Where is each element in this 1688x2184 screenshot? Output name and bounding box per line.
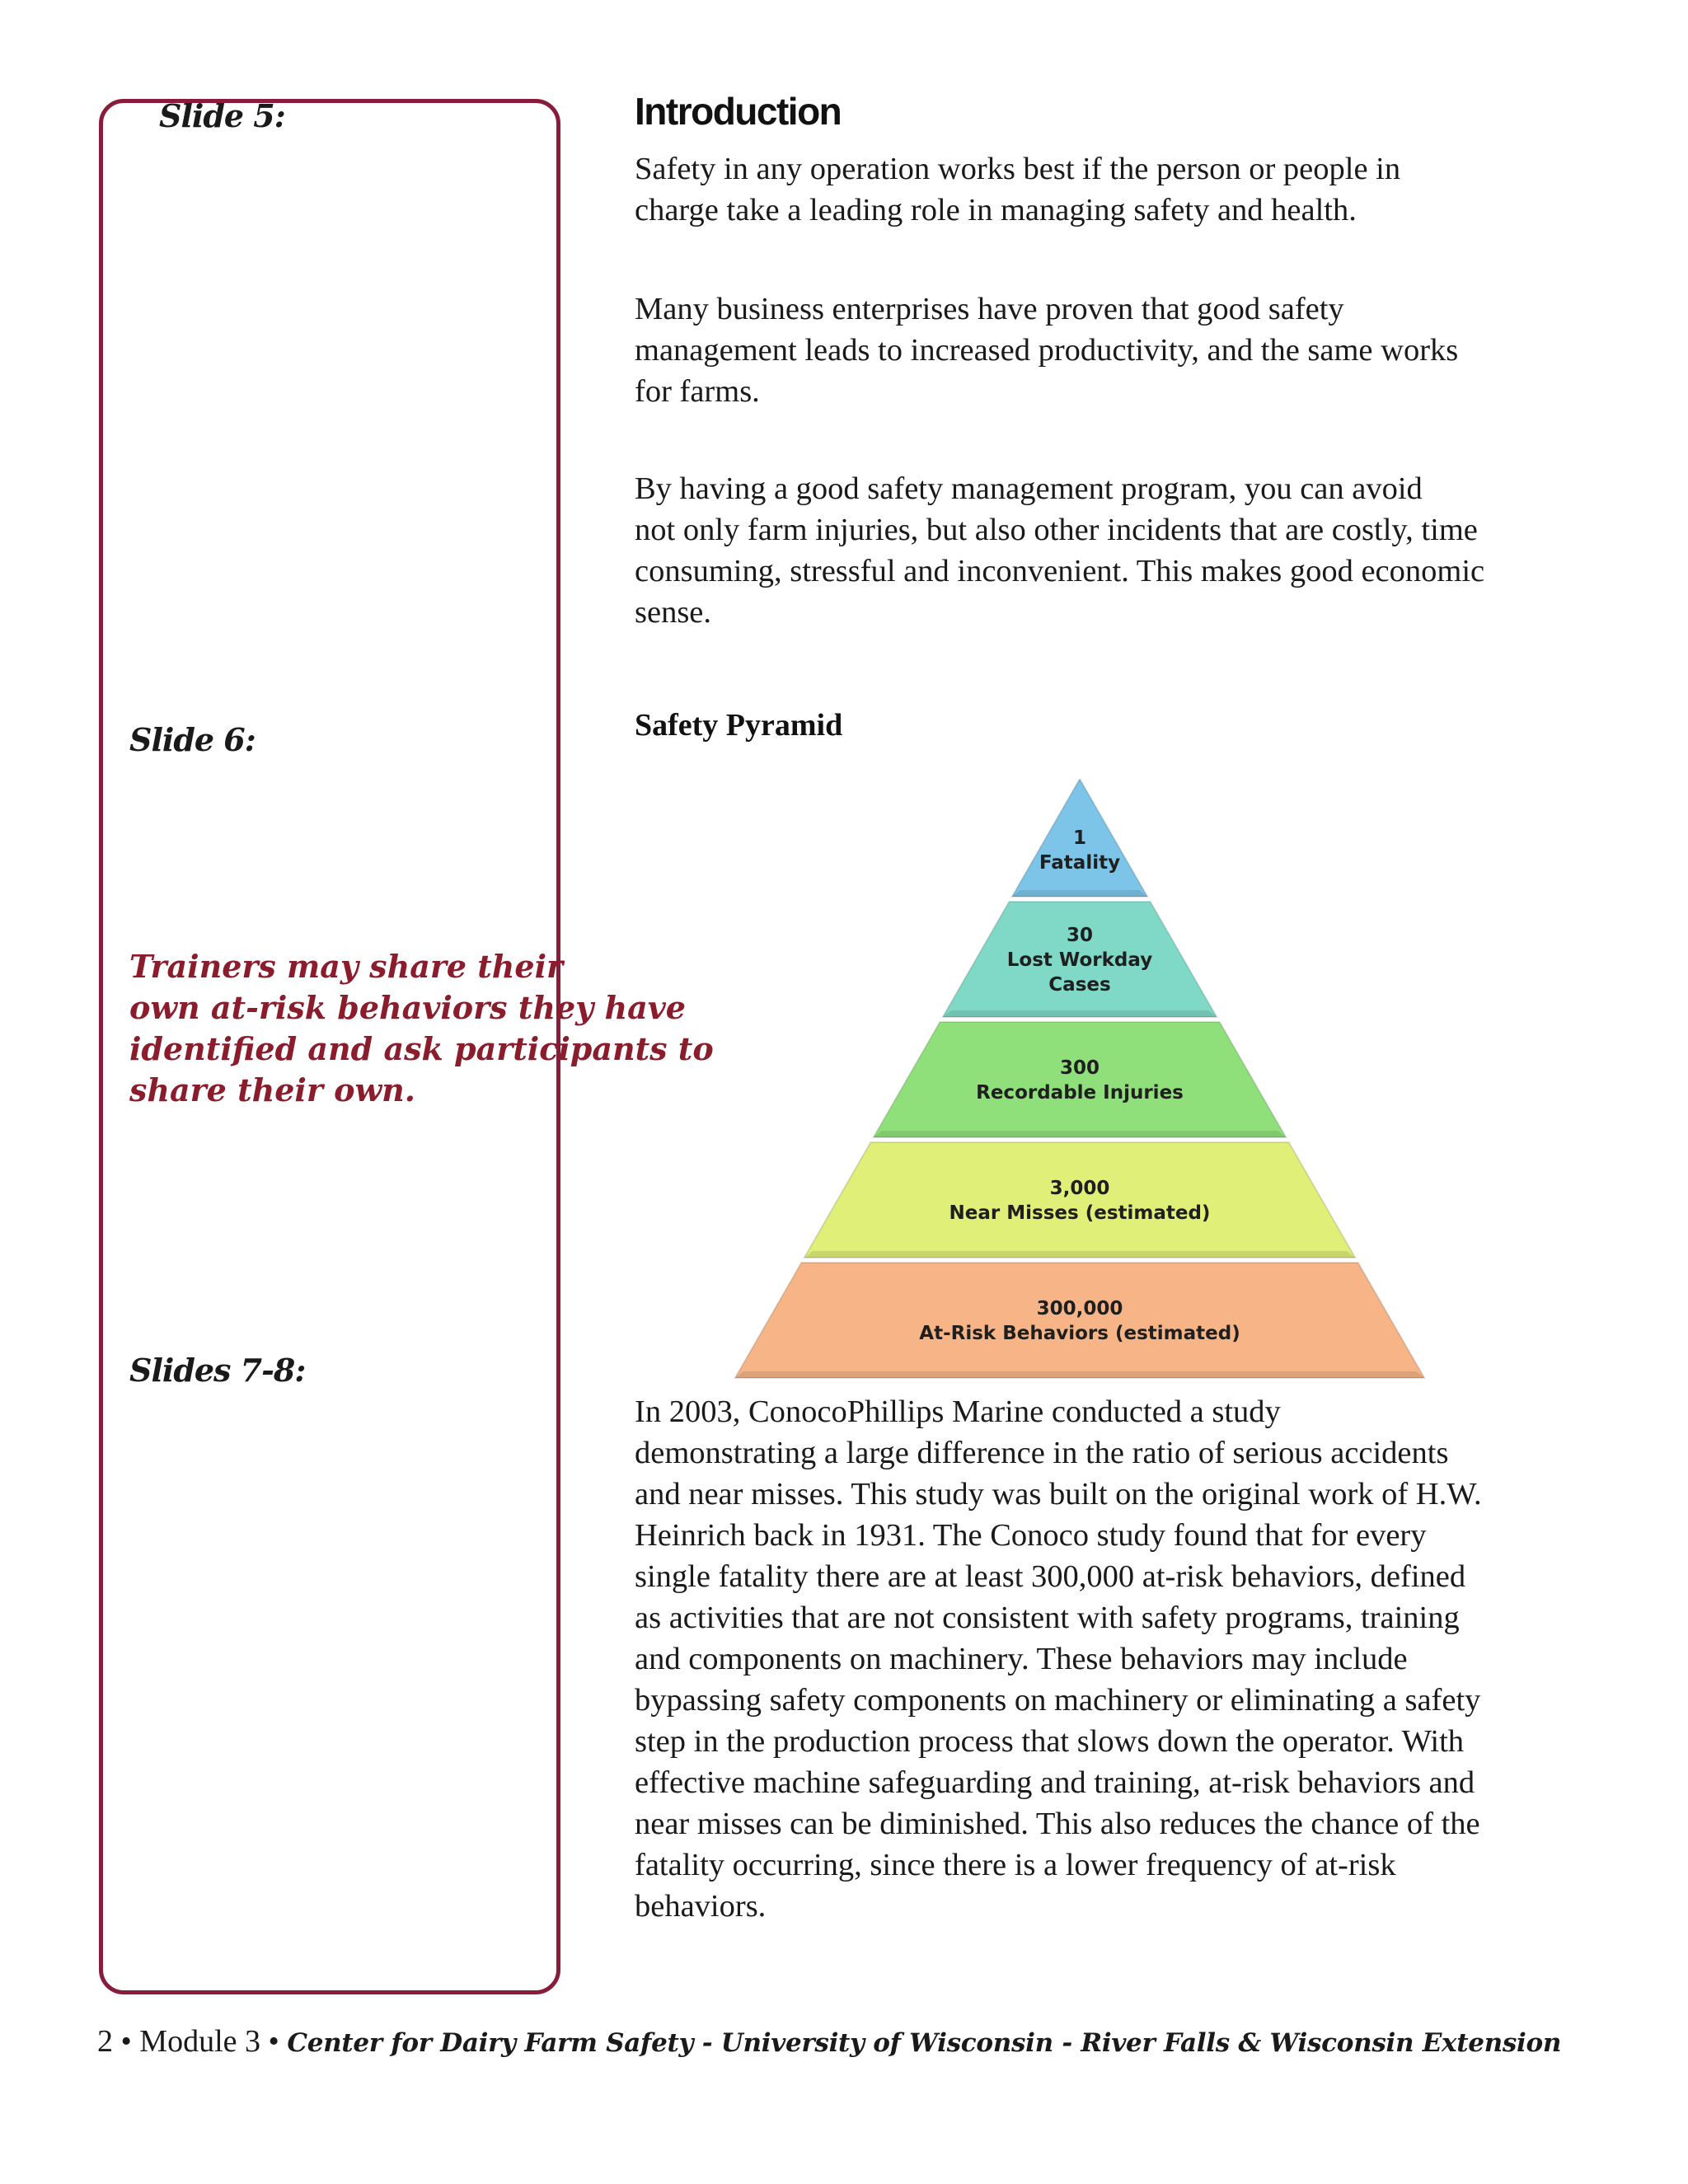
slide-5-label: Slide 5:	[159, 97, 285, 134]
paragraph-line: for farms.	[635, 374, 760, 409]
pyramid-tier	[735, 1263, 1425, 1378]
slides-7-8-label: Slides 7-8:	[129, 1352, 306, 1389]
paragraph-line: not only farm injuries, but also other incidents that are costly, time	[635, 513, 1478, 547]
paragraph-line: fatality occurring, since there is a lower frequency of at-risk	[635, 1848, 1396, 1882]
pyramid-tier-label: At-Risk Behaviors (estimated)	[919, 1323, 1240, 1344]
paragraph-line: Safety in any operation works best if the person or people in	[635, 152, 1401, 186]
pyramid-tier-value: 300,000	[1036, 1298, 1123, 1319]
pyramid-tier-value: 3,000	[1049, 1178, 1110, 1199]
pyramid-tier	[874, 1022, 1287, 1137]
paragraph-line: charge take a leading role in managing safety and health.	[635, 193, 1357, 227]
introduction-heading: Introduction	[635, 90, 842, 133]
intro-paragraph-1	[635, 148, 1558, 231]
pyramid-tier-value: 1	[1072, 827, 1087, 849]
pyramid-tier-bevel	[1012, 890, 1148, 897]
pyramid-tier-value: 300	[1059, 1057, 1100, 1079]
paragraph-line: and near misses. This study was built on the original work of H.W.	[635, 1477, 1482, 1511]
pyramid-tier-label: Near Misses (estimated)	[949, 1202, 1211, 1224]
safety-pyramid-figure	[725, 779, 1434, 1389]
pyramid-tier-bevel	[874, 1131, 1287, 1137]
paragraph-line: single fatality there are at least 300,000 at-risk behaviors, defined	[635, 1559, 1466, 1594]
page-footer	[97, 2023, 1561, 2060]
paragraph-line: In 2003, ConocoPhillips Marine conducted a study	[635, 1394, 1281, 1429]
pyramid-tier-bevel	[943, 1010, 1217, 1017]
intro-paragraph-3	[635, 468, 1558, 633]
pyramid-tier-value: 30	[1066, 925, 1094, 946]
paragraph-line: sense.	[635, 595, 712, 630]
trainer-note-line: own at-risk behaviors they have	[129, 989, 686, 1026]
conoco-study-paragraph	[635, 1391, 1558, 1927]
paragraph-line: effective machine safeguarding and training, at-risk behaviors and	[635, 1765, 1475, 1800]
pyramid-tier-bevel	[735, 1371, 1425, 1378]
footer-organization: Center for Dairy Farm Safety - University of Wisconsin - River Falls & Wisconsin Extension	[287, 2028, 1562, 2058]
paragraph-line: demonstrating a large difference in the ratio of serious accidents	[635, 1436, 1449, 1470]
paragraph-line: behaviors.	[635, 1889, 767, 1924]
safety-pyramid-heading: Safety Pyramid	[635, 708, 843, 743]
paragraph-line: Many business enterprises have proven that good safety	[635, 292, 1344, 326]
trainer-note-line: share their own.	[129, 1071, 416, 1108]
pyramid-tier-bevel	[804, 1251, 1356, 1258]
trainer-note	[129, 946, 714, 1111]
paragraph-line: near misses can be diminished. This also reduces the chance of the	[635, 1807, 1480, 1841]
paragraph-line: consuming, stressful and inconvenient. This makes good economic	[635, 554, 1485, 588]
intro-paragraph-2	[635, 288, 1558, 412]
pyramid-tier	[804, 1142, 1356, 1258]
trainer-note-line: Trainers may share their	[129, 948, 564, 985]
paragraph-line: management leads to increased productivity, and the same works	[635, 333, 1459, 368]
pyramid-tier-label: Cases	[1048, 974, 1111, 996]
paragraph-line: step in the production process that slows down the operator. With	[635, 1724, 1465, 1759]
paragraph-line: and components on machinery. These behaviors may include	[635, 1642, 1408, 1676]
trainer-note-line: identified and ask participants to	[129, 1030, 714, 1067]
pyramid-tier-label: Fatality	[1039, 851, 1121, 874]
pyramid-tier-label: Recordable Injuries	[976, 1082, 1184, 1104]
footer-page-module: 2 • Module 3 •	[97, 2024, 288, 2059]
paragraph-line: bypassing safety components on machinery or eliminating a safety	[635, 1683, 1481, 1718]
slide-6-label: Slide 6:	[129, 721, 256, 758]
pyramid-tier-label: Lost Workday	[1006, 949, 1153, 971]
safety-pyramid-graphic	[725, 779, 1434, 1389]
paragraph-line: as activities that are not consistent with safety programs, training	[635, 1601, 1460, 1635]
paragraph-line: Heinrich back in 1931. The Conoco study found that for every	[635, 1518, 1427, 1553]
paragraph-line: By having a good safety management program, you can avoid	[635, 471, 1423, 506]
